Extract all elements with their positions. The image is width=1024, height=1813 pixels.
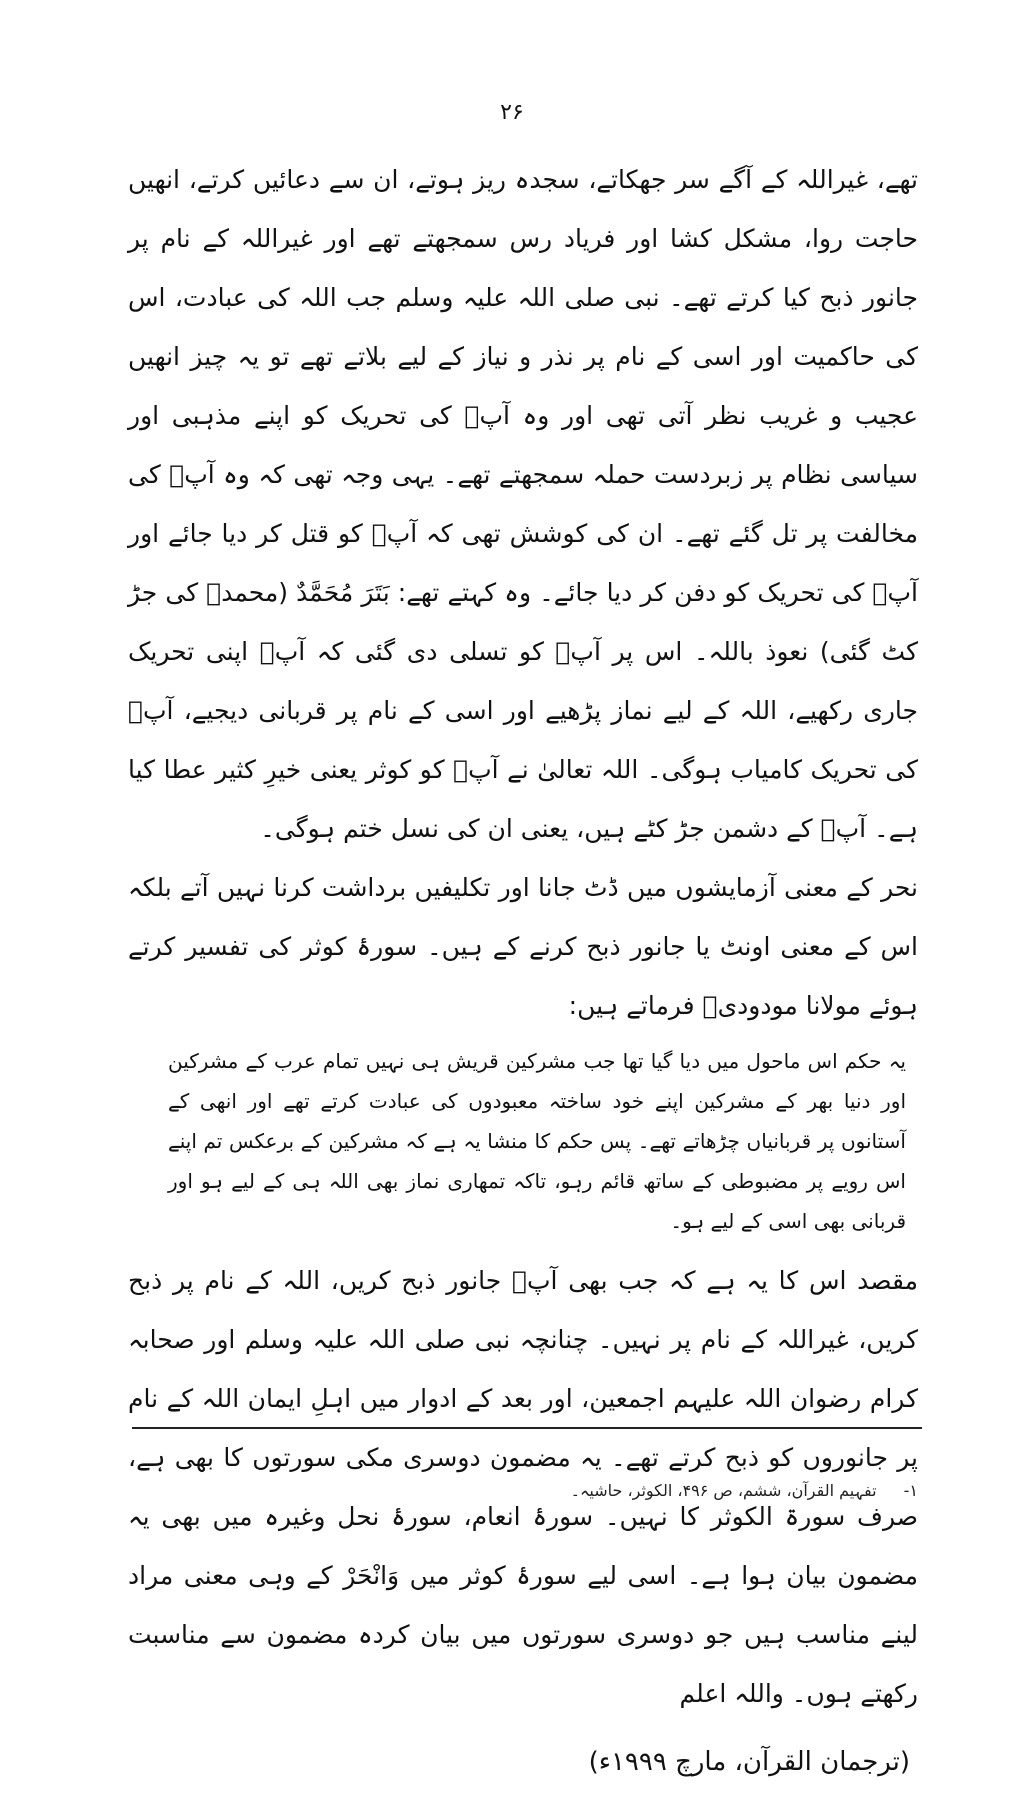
source-citation: (ترجمان القرآن، مارچ ۱۹۹۹ء) (588, 1747, 910, 1777)
paragraph-2: نحر کے معنی آزمایشوں میں ڈٹ جانا اور تکلیفیں برداشت کرنا نہیں آتے بلکہ اس کے معنی اونٹ یا جانور ذبح کرنے کے ہیں۔ سورۂ کوثر کی تفسیر کرتے ہوئے مولانا مودودیؒ فرماتے ہیں: (128, 873, 918, 1020)
footnote-number: ۱- (903, 1481, 918, 1500)
quotation-block: یہ حکم اس ماحول میں دیا گیا تھا جب مشرکین قریش ہی نہیں تمام عرب کے مشرکین اور دنیا بھر کے مشرکین اپنے خود ساختہ معبودوں کی عبادت کرتے تھے اور انھی کے آستانوں پر قربانیاں چڑھاتے تھے۔ پس حکم کا منشا یہ ہے کہ مشرکین کے برعکس تم اپنے اس رویے پر مضبوطی کے ساتھ قائم رہو، تاکہ تمھاری نماز بھی اللہ ہی کے لیے ہو اور قربانی بھی اسی کے لیے ہو۔ (168, 1049, 906, 1233)
paragraph-3: مقصد اس کا یہ ہے کہ جب بھی آپؐ جانور ذبح کریں، اللہ کے نام پر ذبح کریں، غیراللہ کے نام پر نہیں۔ چنانچہ نبی صلی اللہ علیہ وسلم اور صحابہ کرام رضوان اللہ علیہم اجمعین، اور بعد کے ادوار میں اہلِ ایمان اللہ کے نام پر جانوروں کو ذبح کرتے تھے۔ یہ مضمون دوسری مکی سورتوں کا بھی ہے، صرف سورۃ الکوثر کا نہیں۔ سورۂ انعام، سورۂ نحل وغیرہ میں بھی یہ مضمون بیان ہوا ہے۔ اسی لیے سورۂ کوثر میں وَانْحَرْ کے وہی معنی مراد لینے مناسب ہیں جو دوسری سورتوں میں بیان کردہ مضمون سے مناسبت رکھتے ہوں۔ واللہ اعلم (128, 1266, 918, 1708)
footnote-text: تفہیم القرآن، ششم، ص ۴۹۶، الکوثر، حاشیہ۔ (570, 1481, 877, 1500)
body-text (128, 150, 918, 1813)
page-number: ۲۶ (500, 100, 524, 125)
footnote-divider (132, 1427, 922, 1429)
footnote (128, 1478, 918, 1504)
paragraph-1: تھے، غیراللہ کے آگے سر جھکاتے، سجدہ ریز ہوتے، ان سے دعائیں کرتے، انھیں حاجت روا، مشکل کشا اور فریاد رس سمجھتے تھے اور غیراللہ کے نام پر جانور ذبح کیا کرتے تھے۔ نبی صلی اللہ علیہ وسلم جب اللہ کی عبادت، اس کی حاکمیت اور اسی کے نام پر نذر و نیاز کے لیے بلاتے تھے تو یہ چیز انھیں عجیب و غریب نظر آتی تھی اور وہ آپؐ کی تحریک کو اپنے مذہبی اور سیاسی نظام پر زبردست حملہ سمجھتے تھے۔ یہی وجہ تھی کہ وہ آپؐ کی مخالفت پر تل گئے تھے۔ ان کی کوشش تھی کہ آپؐ کو قتل کر دیا جائے اور آپؐ کی تحریک کو دفن کر دیا جائے۔ وہ کہتے تھے: بَتَرَ مُحَمَّدٌ (محمدؐ کی جڑ کٹ گئی) نعوذ باللہ۔ اس پر آپؐ کو تسلی دی گئی کہ آپؐ اپنی تحریک جاری رکھیے، اللہ کے لیے نماز پڑھیے اور اسی کے نام پر قربانی دیجیے، آپؐ کی تحریک کامیاب ہوگی۔ اللہ تعالیٰ نے آپؐ کو کوثر یعنی خیرِ کثیر عطا کیا ہے۔ آپؐ کے دشمن جڑ کٹے ہیں، یعنی ان کی نسل ختم ہوگی۔ (128, 165, 918, 843)
